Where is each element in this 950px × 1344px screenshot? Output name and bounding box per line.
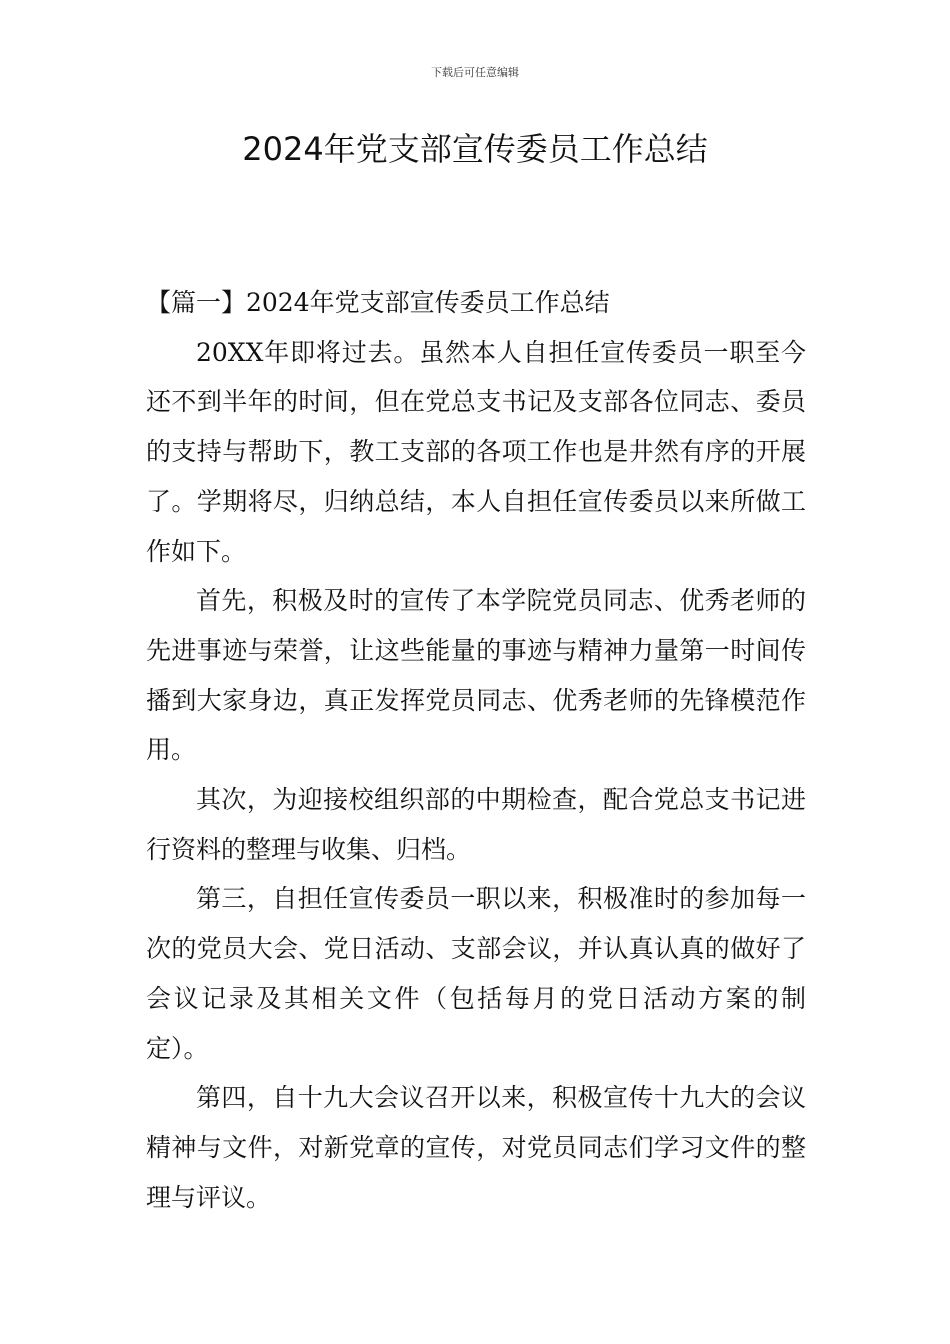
- header-note: 下载后可任意编辑: [431, 66, 519, 79]
- paragraph-first: 首先，积极及时的宣传了本学院党员同志、优秀老师的先进事迹与荣誉，让这些能量的事迹与精神力量第一时间传播到大家身边，真正发挥党员同志、优秀老师的先锋模范作用。: [146, 586, 806, 765]
- paragraph-fourth: 第四，自十九大会议召开以来，积极宣传十九大的会议精神与文件，对新党章的宣传，对党员同志们学习文件的整理与评议。: [146, 1083, 806, 1212]
- document-title: 2024年党支部宣传委员工作总结: [242, 130, 708, 168]
- section-heading: 【篇一】2024年党支部宣传委员工作总结: [146, 288, 610, 317]
- paragraph-second: 其次，为迎接校组织部的中期检查，配合党总支书记进行资料的整理与收集、归档。: [146, 785, 806, 864]
- paragraph-third: 第三，自担任宣传委员一职以来，积极准时的参加每一次的党员大会、党日活动、支部会议，并认真认真的做好了会议记录及其相关文件（包括每月的党日活动方案的制定）。: [146, 884, 806, 1063]
- document-body: [146, 278, 806, 1222]
- paragraph-intro: 20XX年即将过去。虽然本人自担任宣传委员一职至今还不到半年的时间，但在党总支书记及支部各位同志、委员的支持与帮助下，教工支部的各项工作也是井然有序的开展了。学期将尽，归纳总结，本人自担任宣传委员以来所做工作如下。: [146, 337, 806, 566]
